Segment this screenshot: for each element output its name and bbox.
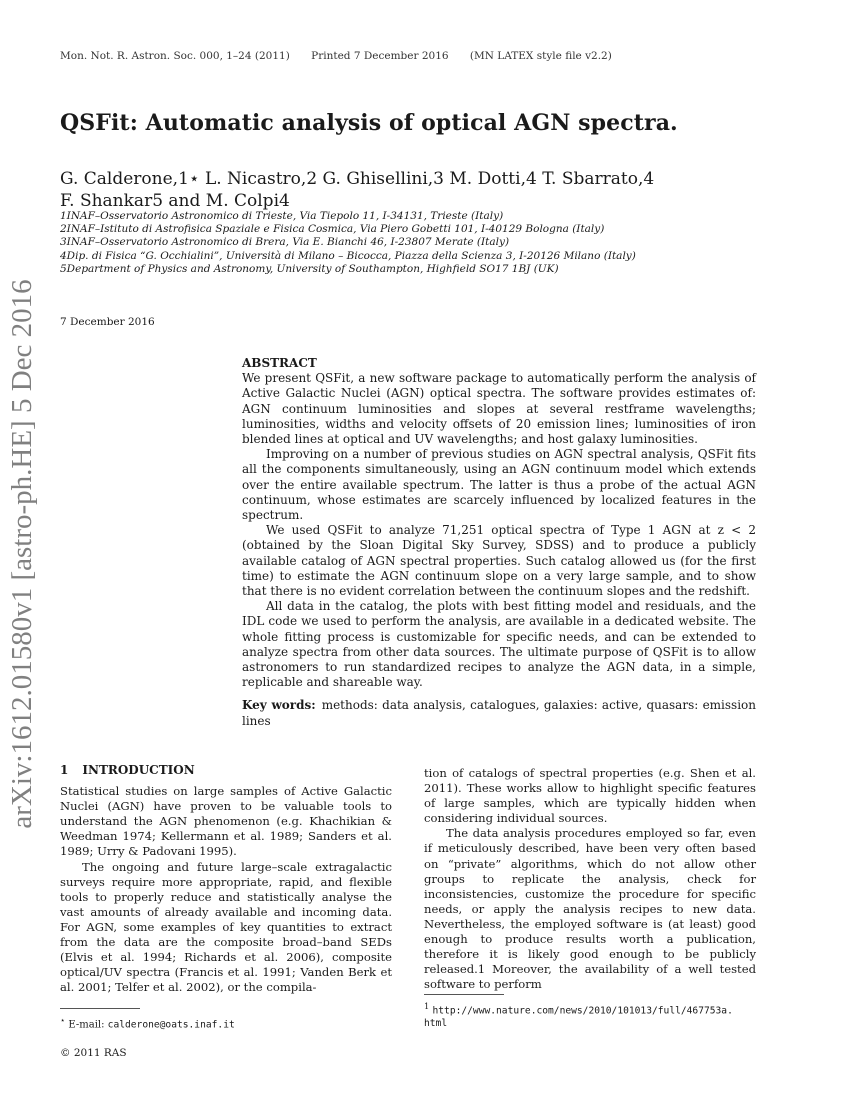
footnote-right [424,1000,756,1030]
copyright: © 2011 RAS [60,1047,127,1059]
affiliations [60,210,780,276]
footnote-rule-left [60,1008,140,1009]
abstract-paragraph-1: We present QSFit, a new software package to automatically perform the analysis of Active Galactic Nuclei (AGN) optical spectra. The software provides estimates of: AGN continuum luminosities and slopes at several restframe wavelengths; luminosities, widths and velocity offsets of 20 emission lines; luminosities of iron blended lines at optical and UV wavelengths; and host galaxy luminosities. [242,371,756,447]
arxiv-stamp: arXiv:1612.01580v1 [astro-ph.HE] 5 Dec 2016 [6,279,38,829]
footnote-url-continued: html [424,1018,448,1030]
section-title: INTRODUCTION [82,763,195,777]
paper-title: QSFit: Automatic analysis of optical AGN spectra. [60,110,678,136]
affiliation-2: 2INAF–Istituto di Astrofisica Spaziale e Fisica Cosmica, Via Piero Gobetti 101, I-40129 Bologna (Italy) [60,223,605,236]
email-label: E-mail: [68,1019,105,1031]
affiliation-5: 5Department of Physics and Astronomy, University of Southampton, Highfield SO17 1BJ (UK) [60,262,559,275]
footnote-url[interactable]: http://www.nature.com/news/2010/101013/full/467753a. [432,1005,733,1017]
journal-citation: Mon. Not. R. Astron. Soc. 000, 1–24 (2011) [60,50,290,62]
intro-left-column [60,763,392,995]
footnote-mark: 1 [424,1001,430,1011]
abstract-paragraph-2: Improving on a number of previous studies on AGN spectral analysis, QSFit fits all the components simultaneously, using an AGN continuum model which extends over the entire available spectrum. The latter is thus a probe of the actual AGN continuum, whose estimates are scarcely influenced by localized features in the spectrum. [242,447,756,523]
abstract-paragraph-3: We used QSFit to analyze 71,251 optical spectra of Type 1 AGN at z < 2 (obtained by the Sloan Digital Sky Survey, SDSS) and to produce a publicly available catalog of AGN spectral properties. Such catalog allowed us (for the first time) to estimate the AGN continuum slope on a very large sample, and to show that there is no evident correlation between the continuum slopes and the redshift. [242,523,756,599]
abstract [242,356,756,729]
footnote-rule-right [424,994,504,995]
section-heading [60,763,392,778]
affiliation-1: 1INAF–Osservatorio Astronomico di Trieste, Via Tiepolo 11, I-34131, Trieste (Italy) [60,210,504,222]
affiliation-4: 4Dip. di Fisica “G. Occhialini”, Università di Milano – Bicocca, Piazza della Scienza 3, I-20126 Milano (Italy) [60,249,636,262]
keywords-text: methods: data analysis, catalogues, galaxies: active, quasars: emission lines [242,698,756,728]
running-header [60,50,630,62]
intro-right-column [424,766,756,992]
authors-line-2: F. Shankar5 and M. Colpi4 [60,191,290,211]
printed-date: Printed 7 December 2016 [311,50,449,62]
abstract-paragraph-4: All data in the catalog, the plots with best fitting model and residuals, and the IDL code we used to perform the analysis, are available in a dedicated website. The whole fitting process is customizable for specific needs, and can be extended to analyze spectra from other data sources. The ultimate purpose of QSFit is to allow astronomers to run standardized recipes to analyze the AGN data, in a simple, replicable and shareable way. [242,599,756,690]
footnote-star: ⋆ [60,1015,66,1025]
affiliation-3: 3INAF–Osservatorio Astronomico di Brera, Via E. Bianchi 46, I-23807 Merate (Italy) [60,236,510,249]
intro-paragraph-3: tion of catalogs of spectral properties (e.g. Shen et al. 2011). These works allow to highlight specific features of large samples, which are typically hidden when considering individual sources. [424,766,756,826]
keywords-label: Key words: [242,698,316,713]
style-note: (MN LATEX style file v2.2) [469,50,612,62]
keywords [242,698,756,728]
author-list [60,168,780,212]
authors-line-1: G. Calderone,1⋆ L. Nicastro,2 G. Ghisellini,3 M. Dotti,4 T. Sbarrato,4 [60,169,655,189]
abstract-heading: ABSTRACT [242,356,317,370]
intro-paragraph-4: The data analysis procedures employed so far, even if meticulously described, have been very often based on “private” algorithms, which do not allow other groups to replicate the analysis, check for inconsistencies, customize the procedure for specific needs, or apply the analysis recipes to new data. Nevertheless, the employed software is (at least) good enough to produce results worth a publication, therefore it is likely good enough to be publicly released.1 Moreover, the availability of a well tested software to perform [424,826,756,992]
intro-paragraph-1: Statistical studies on large samples of Active Galactic Nuclei (AGN) have proven to be valuable tools to understand the AGN phenomenon (e.g. Khachikian & Weedman 1974; Kellermann et al. 1989; Sanders et al. 1989; Urry & Padovani 1995). [60,784,392,859]
paper-date: 7 December 2016 [60,316,155,328]
intro-paragraph-2: The ongoing and future large–scale extragalactic surveys require more appropriate, rapid, and flexible tools to properly reduce and statistically analyse the vast amounts of already available and incoming data. For AGN, some examples of key quantities to extract from the data are the composite broad–band SEDs (Elvis et al. 1994; Richards et al. 2006), composite optical/UV spectra (Francis et al. 1991; Vanden Berk et al. 2001; Telfer et al. 2002), or the compila- [60,859,392,995]
section-number: 1 [60,763,69,777]
email-link[interactable]: calderone@oats.inaf.it [107,1019,235,1031]
footnote-left [60,1014,390,1031]
